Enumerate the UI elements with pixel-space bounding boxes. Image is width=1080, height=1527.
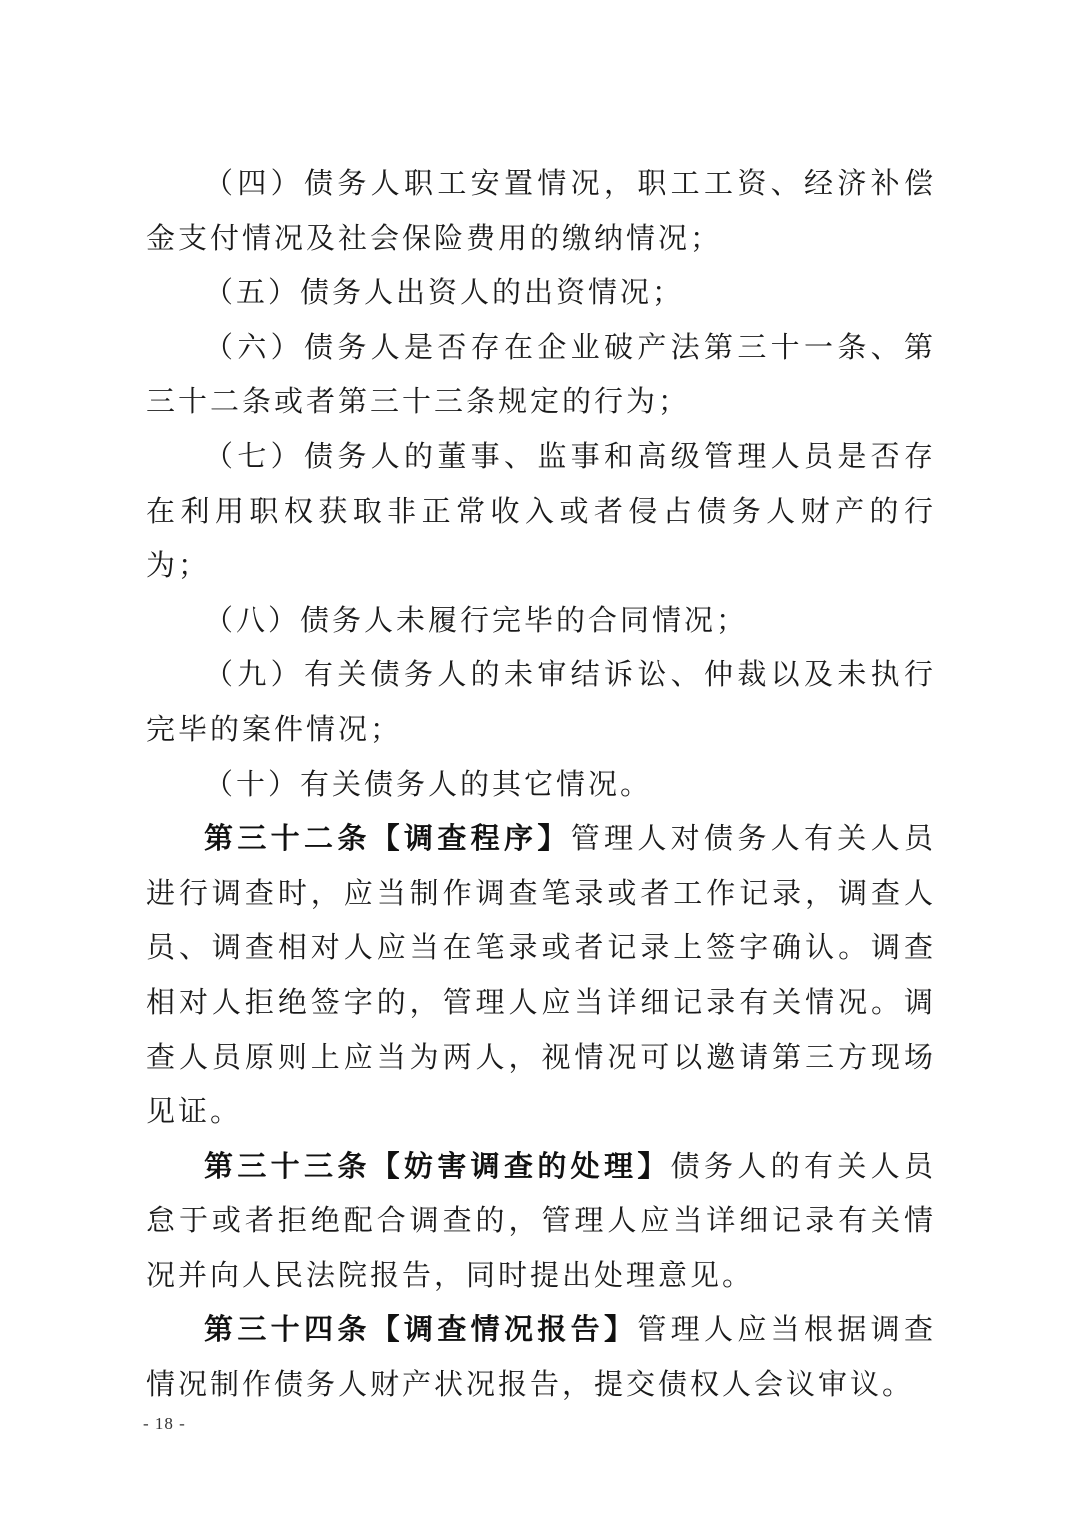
paragraph-text: （六）债务人是否存在企业破产法第三十一条、第三十二条或者第三十三条规定的行为； [146, 329, 936, 419]
article-33-text: 债务人的有关人员怠于或者拒绝配合调查的，管理人应当详细记录有关情况并向人民法院报告，同时提出处理意见。 [146, 1148, 936, 1292]
item-seven-paragraph [146, 429, 936, 593]
article-33-heading: 第三十三条【妨害调查的处理】 [204, 1148, 671, 1183]
article-32-text: 管理人对债务人有关人员进行调查时，应当制作调查笔录或者工作记录，调查人员、调查相对人应当在笔录或者记录上签字确认。调查相对人拒绝签字的，管理人应当详细记录有关情况。调查人员原则上应当为两人，视情况可以邀请第三方现场见证。 [146, 821, 936, 1129]
article-32-heading: 第三十二条【调查程序】 [204, 821, 571, 856]
paragraph-text: （九）有关债务人的未审结诉讼、仲裁以及未执行完毕的案件情况； [146, 657, 936, 746]
article-34-text: 管理人应当根据调查情况制作债务人财产状况报告，提交债权人会议审议。 [146, 1312, 936, 1402]
article-33-paragraph [146, 1139, 936, 1303]
paragraph-text: （四）债务人职工安置情况，职工工资、经济补偿金支付情况及社会保险费用的缴纳情况； [146, 166, 936, 255]
item-four-paragraph [146, 156, 936, 265]
item-nine-paragraph [146, 647, 936, 756]
article-34-heading: 第三十四条【调查情况报告】 [204, 1312, 638, 1347]
item-eight-paragraph [146, 593, 936, 648]
item-six-paragraph [146, 320, 936, 429]
document-body [146, 156, 936, 1412]
paragraph-text: （十）有关债务人的其它情况。 [204, 766, 653, 801]
article-32-paragraph [146, 811, 936, 1139]
paragraph-text: （七）债务人的董事、监事和高级管理人员是否存在利用职权获取非正常收入或者侵占债务人财产的行为； [146, 438, 936, 583]
page-number: - 18 - [143, 1414, 186, 1433]
article-34-paragraph [146, 1302, 936, 1411]
paragraph-text: （五）债务人出资人的出资情况； [204, 275, 685, 310]
item-five-paragraph [146, 265, 936, 320]
paragraph-text: （八）债务人未履行完毕的合同情况； [204, 602, 749, 637]
item-ten-paragraph [146, 757, 936, 812]
